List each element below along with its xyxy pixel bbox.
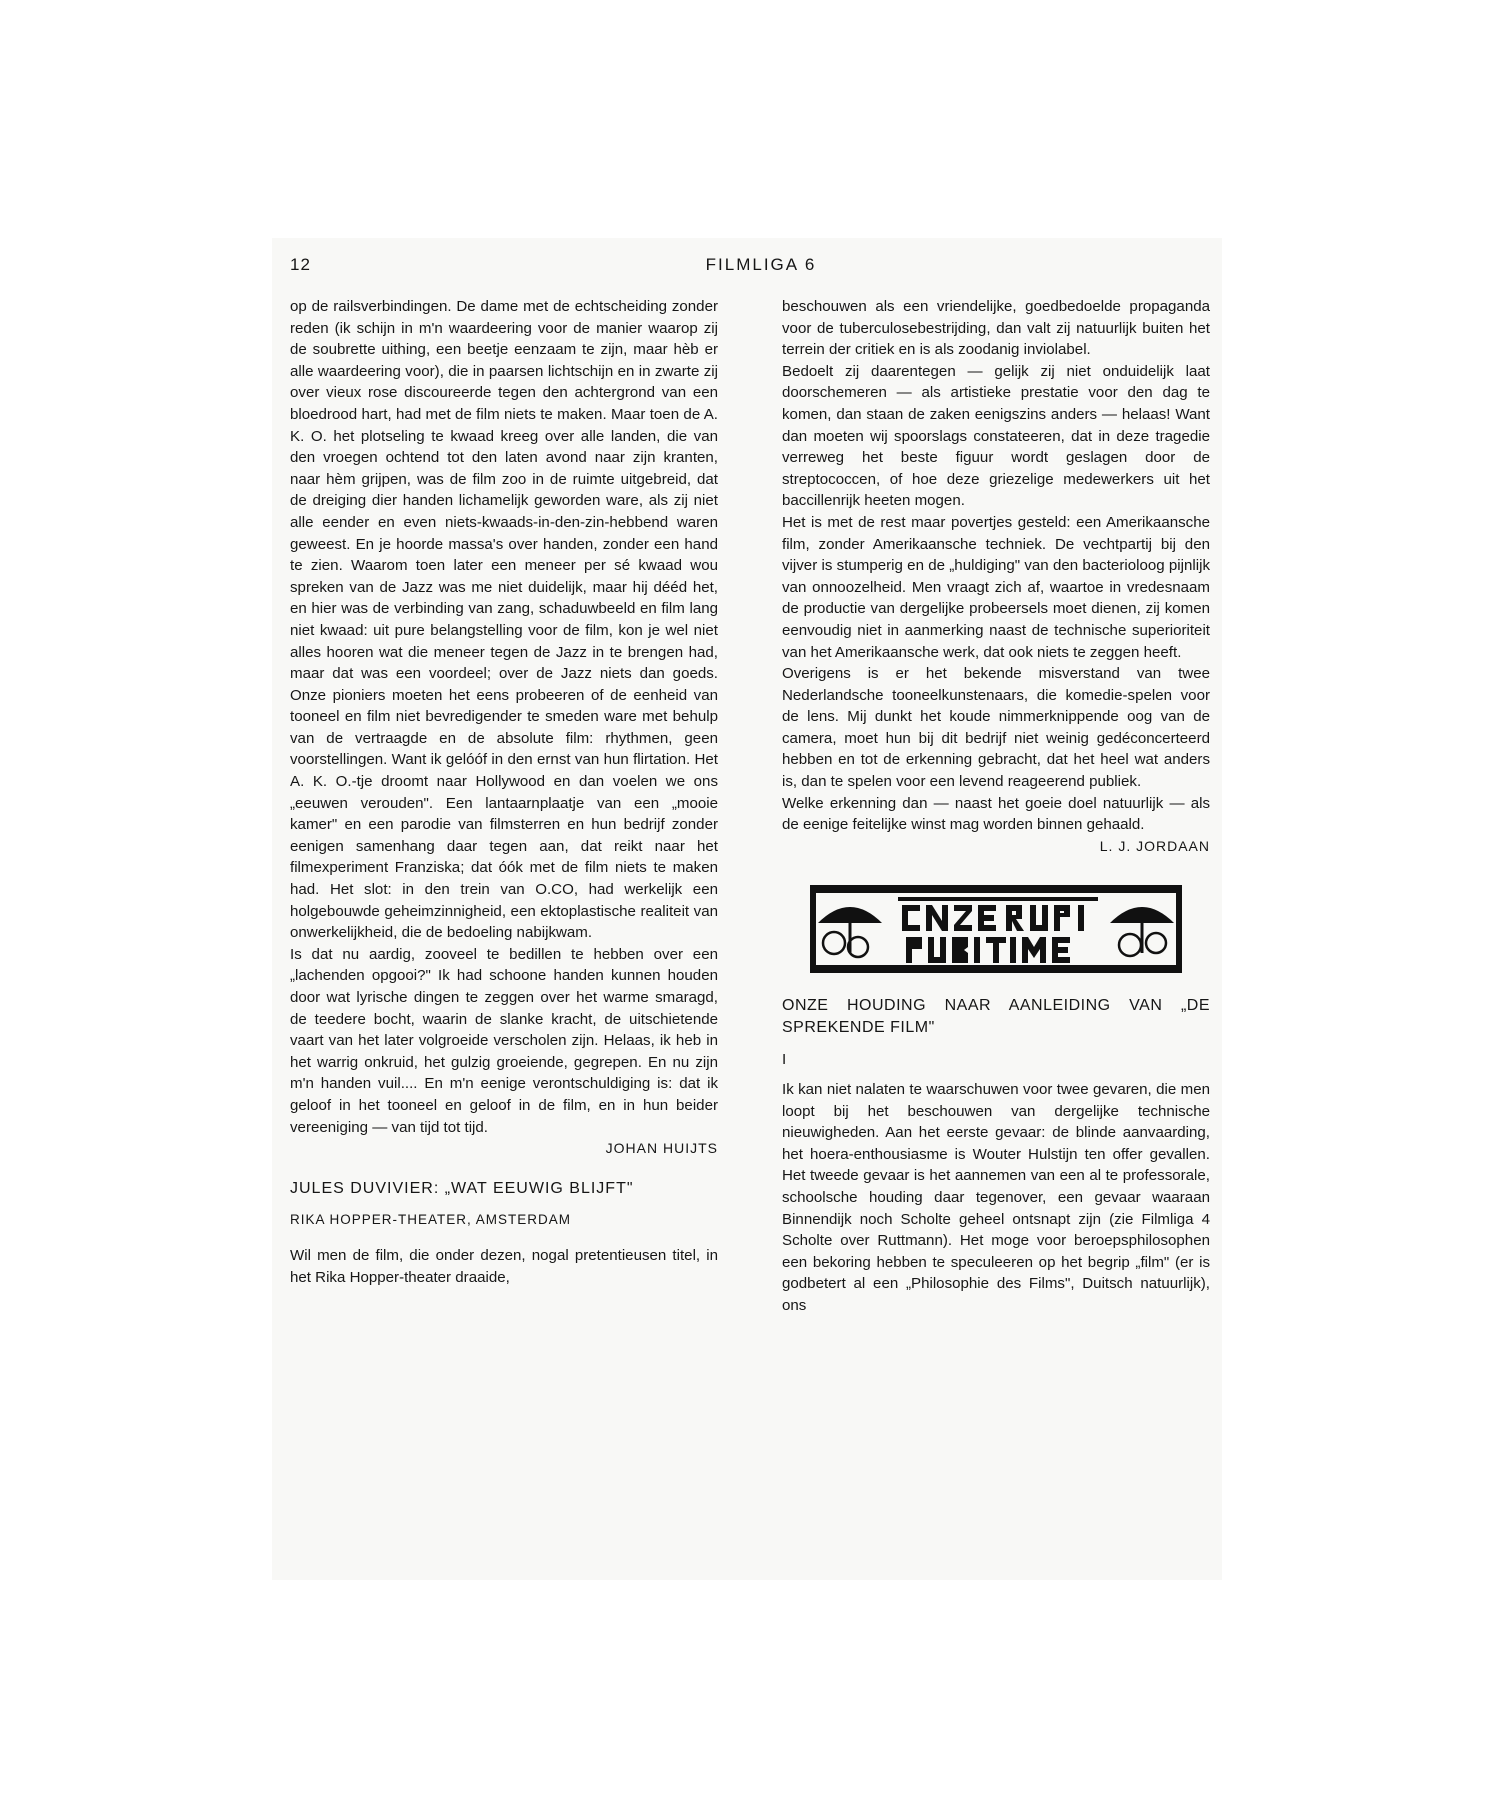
- page-number: 12: [290, 255, 311, 274]
- article-subtitle: RIKA HOPPER-THEATER, AMSTERDAM: [290, 1212, 572, 1228]
- scanned-page: [272, 238, 1222, 1580]
- review-paragraph: Overigens is er het bekende misverstand van twee Nederlandsche tooneelkunstenaars, die komedie-spelen voor de lens. Mij dunkt het koude nimmerknippende oog van de camera, moet hun bij dit bedrijf niet weinig gedéconcerteerd hebben en tot de erkenning gebracht, dat het heel wat anders is, dan te spelen voor een levend reageerend publiek.: [782, 665, 1210, 791]
- review-paragraph: op de railsverbindingen. De dame met de echtscheiding zonder reden (ik schijn in m'n waardeering voor de manier waarop zij de soubrette uithing, een beetje eenzaam te zijn, maar hèb er alle waardeering voor), die in paarsen lichtschijn en in zwarte zij over vieux rose discoureerde tegen den achtergrond van een bloedrood hart, had met de film niets te maken. Maar toen de A. K. O. het plotseling te kwaad kreeg over alle landen, die van den vroegen ochtend tot den laten avond naar zijn kranten, naar hèm grijpen, was de film zoo in de ruimte uitgebreid, dat de dreiging dier handen lichamelijk geworden ware, als zij niet alle eender en even niets-kwaads-in-den-zin-hebbend waren geweest. En je hoorde massa's over handen, zonder een hand te zien. Waarom toen later een meneer per sé kwaad wou spreken van de Jazz was me niet duidelijk, maar hij dééd het, en hier was de verbinding van zang, schaduwbeeld en film lang niet kwaad: uit pure belangstelling voor de film, kon je wel niet alles hooren wat die meneer tegen de Jazz in te brengen had, maar dat was een voordeel; over de Jazz niets dan goeds. Onze pioniers moeten het eens probeeren of de eenheid van tooneel en film niet bevredigender te smeden ware met behulp van de vertraagde en de absolute film: rhythmen, geen voorstellingen. Want ik gelóóf in den ernst van hun flirtation. Het A. K. O.-tje droomt naar Hollywood en dan voelen we ons „eeuwen verouden". Een lantaarnplaatje van een „mooie kamer" en een parodie van filmsterren en hun bedrijf zonder eenigen samenhang daar tegen aan, dat reikt naar het filmexperiment Franziska; dat óók met de film niets te maken had. Het slot: in den trein van O.CO, had werkelijk een holgebouwde geheimzinnigheid, een ektoplastische realiteit van onwerkelijkheid, die de bedoeling nabijkwam.: [290, 298, 718, 942]
- review-paragraph: beschouwen als een vriendelijke, goedbedoelde propaganda voor de tuberculosebestrijding, dan valt zij natuurlijk buiten het terrein der critiek en is als zoodanig inviolabel.: [782, 298, 1210, 359]
- section-numeral: I: [782, 1051, 787, 1069]
- section-title: ONZE HOUDING NAAR AANLEIDING VAN „DE SPREKENDE FILM": [782, 997, 1210, 1037]
- review-paragraph: Welke erkenning dan — naast het goeie doel natuurlijk — als de eenige feitelijke winst mag worden binnen gehaald.: [782, 794, 1210, 834]
- left-column: [290, 296, 718, 1288]
- review-paragraph: Bedoelt zij daarentegen — gelijk zij niet onduidelijk laat doorschemeren — als artistieke prestatie voor den dag te komen, dan staan de zaken eenigszins anders — helaas! Want dan moeten wij spoorslags constateeren, dat in deze tragedie verreweg het beste figuur wordt geslagen door de streptococcen, of hoe deze griezelige medewerkers uit het baccillenrijk heeten mogen.: [782, 362, 1210, 510]
- section-banner-illustration: [810, 883, 1182, 975]
- review-paragraph: Is dat nu aardig, zooveel te bedillen te hebben over een „lachenden opgooi?" Ik had schoone handen kunnen houden door wat lyrische dingen te zeggen over het warme smaragd, de teedere bocht, waarin de slanke kracht, de uitschietende vaart van het later volgroeide verscholen zijn. Helaas, ik heb in het warrig onkruid, het gulzig groeiende, gegrepen. En nu zijn m'n handen vuil.... En m'n eenige verontschuldiging is: dat ik geloof in het tooneel en geloof in de film, en in hun beider vereeniging — van tijd tot tijd.: [290, 945, 718, 1136]
- article-title: JULES DUVIVIER: „WAT EEUWIG BLIJFT": [290, 1179, 634, 1197]
- author-signature: L. J. JORDAAN: [1099, 837, 1210, 854]
- article-opening: Wil men de film, die onder dezen, nogal pretentieusen titel, in het Rika Hopper-theater draaide,: [290, 1246, 718, 1286]
- section-body: Ik kan niet nalaten te waarschuwen voor twee gevaren, die men loopt bij het beschouwen van dergelijke technische nieuwigheden. Aan het eerste gevaar: de blinde aanvaarding, het hoera-enthousiasme is Wouter Hulstijn ten offer gevallen. Het tweede gevaar is het aannemen van een al te professorale, schoolsche houding daar tegenover, een gevaar waaraan Binnendijk noch Scholte geheel ontsnapt zijn (zie Filmliga 4 Scholte over Ruttmann). Het moge voor beroepsphilosophen een bekoring hebben te speculeeren op het begrip „film" (er is godbetert al een „Philosophie des Films", Duitsch natuurlijk), ons: [782, 1081, 1210, 1314]
- banner-illustration: [810, 883, 1182, 975]
- review-paragraph: Het is met de rest maar povertjes gesteld: een Amerikaansche film, zonder Amerikaansche techniek. De vechtpartij bij den vijver is stumperig en de „huldiging" van den bacterioloog pijnlijk van onnoozelheid. Men vraagt zich af, waartoe in vredesnaam de productie van dergelijke probeersels moet dienen, zij komen eenvoudig niet in aanmerking naast de technische superioriteit van het Amerikaansche werk, dat ook niets te zeggen heeft.: [782, 513, 1210, 661]
- author-signature: JOHAN HUIJTS: [605, 1140, 718, 1157]
- running-title: FILMLIGA 6: [705, 255, 817, 274]
- right-column: [782, 296, 1210, 1317]
- page-header: [290, 255, 1204, 285]
